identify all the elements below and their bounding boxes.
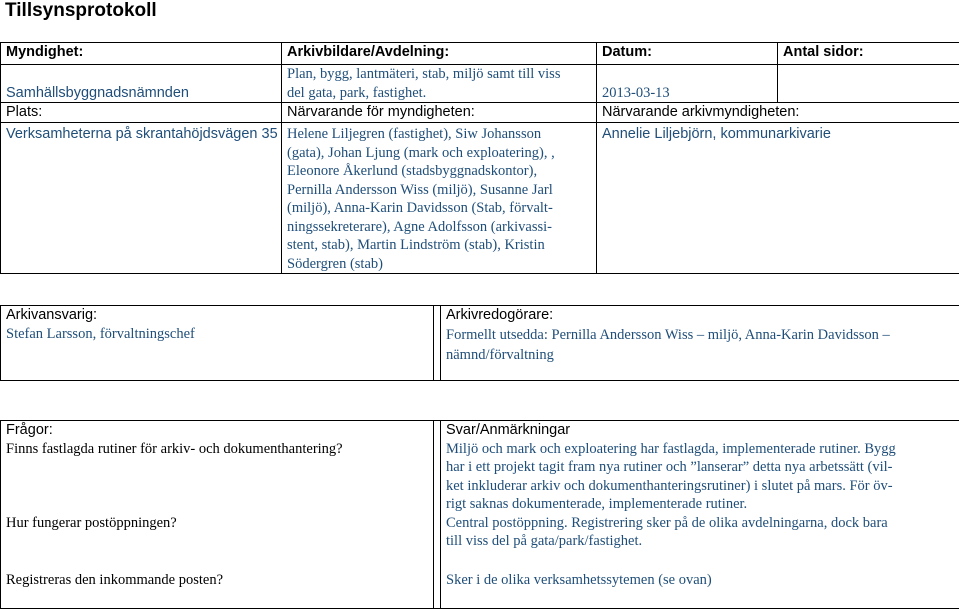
narvarande-arkiv-value: Annelie Liljebjörn, kommunarkivarie xyxy=(597,123,959,274)
arkivbildare-value xyxy=(282,65,597,103)
narvarande-line: (gata), Johan Ljung (mark och exploatering), , xyxy=(287,144,596,163)
narvarande-line: (miljö), Anna-Karin Davidsson (Stab, förvalt- xyxy=(287,199,596,218)
answer-line: Sker i de olika verksamhetssytemen (se ovan) xyxy=(446,571,959,590)
datum-label: Datum: xyxy=(597,43,778,65)
answer-1 xyxy=(441,440,959,514)
narvarande-line: Eleonore Åkerlund (stadsbyggnadskontor), xyxy=(287,162,596,181)
question-2: Hur fungerar postöppningen? xyxy=(1,514,434,571)
arkivredogorare-label: Arkivredogörare: xyxy=(446,306,959,325)
arkivredogorare-line: nämnd/förvaltning xyxy=(446,345,959,365)
column-gap xyxy=(434,514,441,571)
narvarande-line: ningssekreterare), Agne Adolfsson (arkivassi- xyxy=(287,218,596,237)
arkivredogorare-cell xyxy=(441,306,959,381)
arkivbildare-line: del gata, park, fastighet. xyxy=(287,84,596,103)
narvarande-line: Södergren (stab) xyxy=(287,255,596,274)
answer-2 xyxy=(441,514,959,571)
narvarande-line: stent, stab), Martin Lindström (stab), Kristin xyxy=(287,236,596,255)
arkivansvarig-value: Stefan Larsson, förvaltningschef xyxy=(6,325,433,344)
column-gap xyxy=(434,571,441,609)
question-1: Finns fastlagda rutiner för arkiv- och dokumenthantering? xyxy=(1,440,434,514)
narvarande-myndighet-label: Närvarande för myndigheten: xyxy=(282,103,597,123)
antal-sidor-value xyxy=(778,65,959,103)
answer-line: till viss del på gata/park/fastighet. xyxy=(446,532,959,551)
column-gap xyxy=(434,306,441,381)
header-table xyxy=(0,42,959,274)
narvarande-line: Pernilla Andersson Wiss (miljö), Susanne Jarl xyxy=(287,181,596,200)
plats-label: Plats: xyxy=(1,103,282,123)
answer-line: ket inkluderar arkiv och dokumenthanteringsrutiner) i slutet på mars. För öv- xyxy=(446,477,959,496)
column-gap xyxy=(434,440,441,514)
fragor-label: Frågor: xyxy=(1,421,434,440)
answer-3 xyxy=(441,571,959,609)
ansvar-table xyxy=(0,305,959,381)
question-3: Registreras den inkommande posten? xyxy=(1,571,434,609)
datum-value: 2013-03-13 xyxy=(597,65,778,103)
narvarande-arkiv-label: Närvarande arkivmyndigheten: xyxy=(597,103,959,123)
arkivansvarig-cell xyxy=(1,306,434,381)
myndighet-label: Myndighet: xyxy=(1,43,282,65)
narvarande-line: Helene Liljegren (fastighet), Siw Johansson xyxy=(287,125,596,144)
answer-line: Central postöppning. Registrering sker på de olika avdelningarna, dock bara xyxy=(446,514,959,533)
answer-line: rigt saknas dokumenterade, implementerade rutiner. xyxy=(446,495,959,514)
page-title: Tillsynsprotokoll xyxy=(5,0,157,22)
plats-value: Verksamheterna på skrantahöjdsvägen 35 xyxy=(1,123,282,274)
arkivbildare-label: Arkivbildare/Avdelning: xyxy=(282,43,597,65)
arkivansvarig-label: Arkivansvarig: xyxy=(6,306,433,325)
arkivbildare-line: Plan, bygg, lantmäteri, stab, miljö samt till viss xyxy=(287,65,596,84)
narvarande-myndighet-value xyxy=(282,123,597,274)
column-gap xyxy=(434,421,441,440)
answer-line: Miljö och mark och exploatering har fastlagda, implementerade rutiner. Bygg xyxy=(446,440,959,459)
fragor-table xyxy=(0,420,959,609)
svar-label: Svar/Anmärkningar xyxy=(441,421,959,440)
arkivredogorare-line: Formellt utsedda: Pernilla Andersson Wiss – miljö, Anna-Karin Davidsson – xyxy=(446,325,959,345)
myndighet-value: Samhällsbyggnadsnämnden xyxy=(1,65,282,103)
antal-sidor-label: Antal sidor: xyxy=(778,43,959,65)
answer-line: har i ett projekt tagit fram nya rutiner och ”lanserar” detta nya arbetssätt (vil- xyxy=(446,458,959,477)
